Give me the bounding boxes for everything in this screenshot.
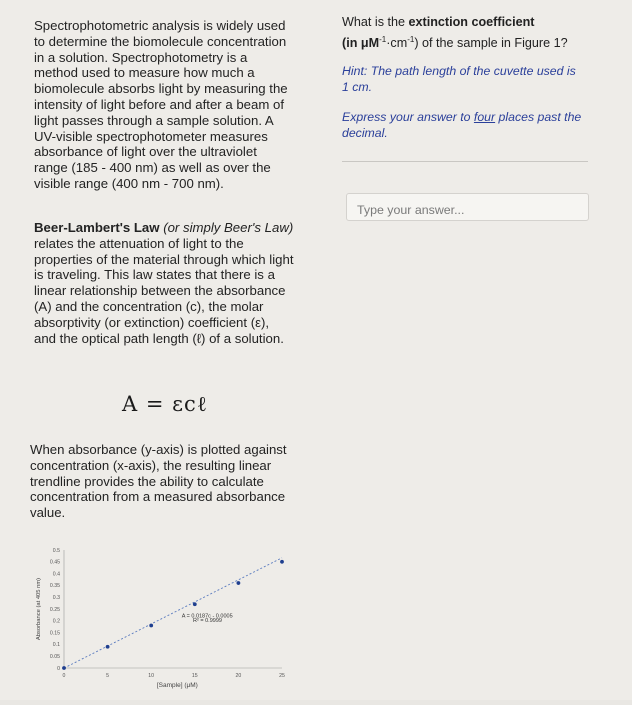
question-prefix: What is the (342, 15, 405, 29)
x-tick-label: 5 (106, 673, 110, 679)
beer-lambert-description: relates the attenuation of light to the properties of the material through which light is traveling. This law states that there is a linear relationship between the absorbance (A) and the concentration (c), the molar absorptivity (or extinction) coefficient (ε), and the optical path length (ℓ) of a solution. (34, 235, 294, 346)
trendline-equation: A = 0.0187c - 0.0005 (181, 613, 233, 620)
units-mid: ·cm (386, 36, 408, 51)
x-axis-ticks (63, 673, 285, 679)
chart-svg (30, 538, 290, 700)
question-key-term: extinction coefficient (408, 15, 535, 29)
units-open: (in μM (342, 36, 380, 51)
beer-law-formula: A = εcℓ (122, 392, 208, 416)
data-points (62, 560, 284, 670)
y-tick-label: 0.45 (49, 559, 60, 566)
intro-paragraph: Spectrophotometric analysis is widely used to determine the biomolecule concentration in a solution. Spectrophotometry is a method used to measure how much a biomolecule absorbs light by measuring the intensity of light before and after a beam of light passes through a sample solution. A UV-visible spectrophotometer measures absorbance of light over the ultraviolet range (185 - 400 nm) as well as over the visible range (400 nm - 700 nm). (34, 18, 288, 191)
figure-1-chart (30, 538, 290, 700)
express-pre: Express your answer to (342, 110, 471, 124)
data-point (237, 581, 241, 585)
trendline-paragraph: When absorbance (y-axis) is plotted against concentration (x-axis), the resulting linear trendline provides the ability to calculate concentration from a measured absorbance value. (30, 442, 287, 521)
x-tick-label: 20 (235, 673, 242, 679)
y-tick-label: 0.15 (49, 630, 60, 637)
data-point (149, 624, 153, 628)
data-point (106, 645, 110, 649)
r-squared-label: R² = 0.9999 (193, 617, 222, 624)
divider (342, 161, 588, 162)
y-tick-label: 0.4 (52, 571, 60, 578)
y-tick-label: 0.05 (49, 654, 60, 660)
units-close: ) (414, 36, 419, 51)
data-point (62, 666, 66, 670)
beer-law-alias: (or simply Beer's Law) (163, 220, 294, 235)
beer-lambert-term: Beer-Lambert's Law (34, 220, 160, 235)
data-point (193, 602, 197, 606)
data-point (280, 560, 284, 564)
y-tick-label: 0.1 (52, 642, 60, 649)
question-suffix: of the sample in Figure 1? (422, 36, 568, 51)
y-tick-label: 0.3 (52, 595, 60, 601)
answer-input[interactable] (346, 193, 589, 221)
y-tick-label: 0.35 (49, 583, 60, 590)
hint-text: Hint: The path length of the cuvette used is 1 cm. (342, 64, 576, 94)
units-exp-2: -1 (407, 35, 415, 44)
trendline (64, 558, 282, 668)
express-post: places past the decimal. (342, 110, 582, 140)
y-tick-label: 0.5 (52, 547, 60, 554)
x-tick-label: 15 (191, 673, 198, 679)
y-tick-label: 0.25 (49, 606, 60, 613)
beer-lambert-paragraph (34, 220, 294, 346)
precision-instruction (342, 110, 587, 141)
x-tick-label: 25 (279, 673, 285, 679)
question-text (342, 14, 568, 52)
x-axis-label: [Sample] (μM) (156, 682, 198, 689)
x-tick-label: 10 (148, 673, 155, 679)
y-tick-label: 0.2 (52, 618, 60, 625)
y-axis-label: Absorbance (at 405 nm) (36, 577, 42, 641)
y-tick-label: 0 (57, 665, 60, 672)
y-axis-ticks (50, 548, 60, 672)
x-tick-label: 0 (62, 673, 66, 679)
express-emphasis: four (473, 110, 496, 124)
units-exp-1: -1 (379, 35, 387, 44)
